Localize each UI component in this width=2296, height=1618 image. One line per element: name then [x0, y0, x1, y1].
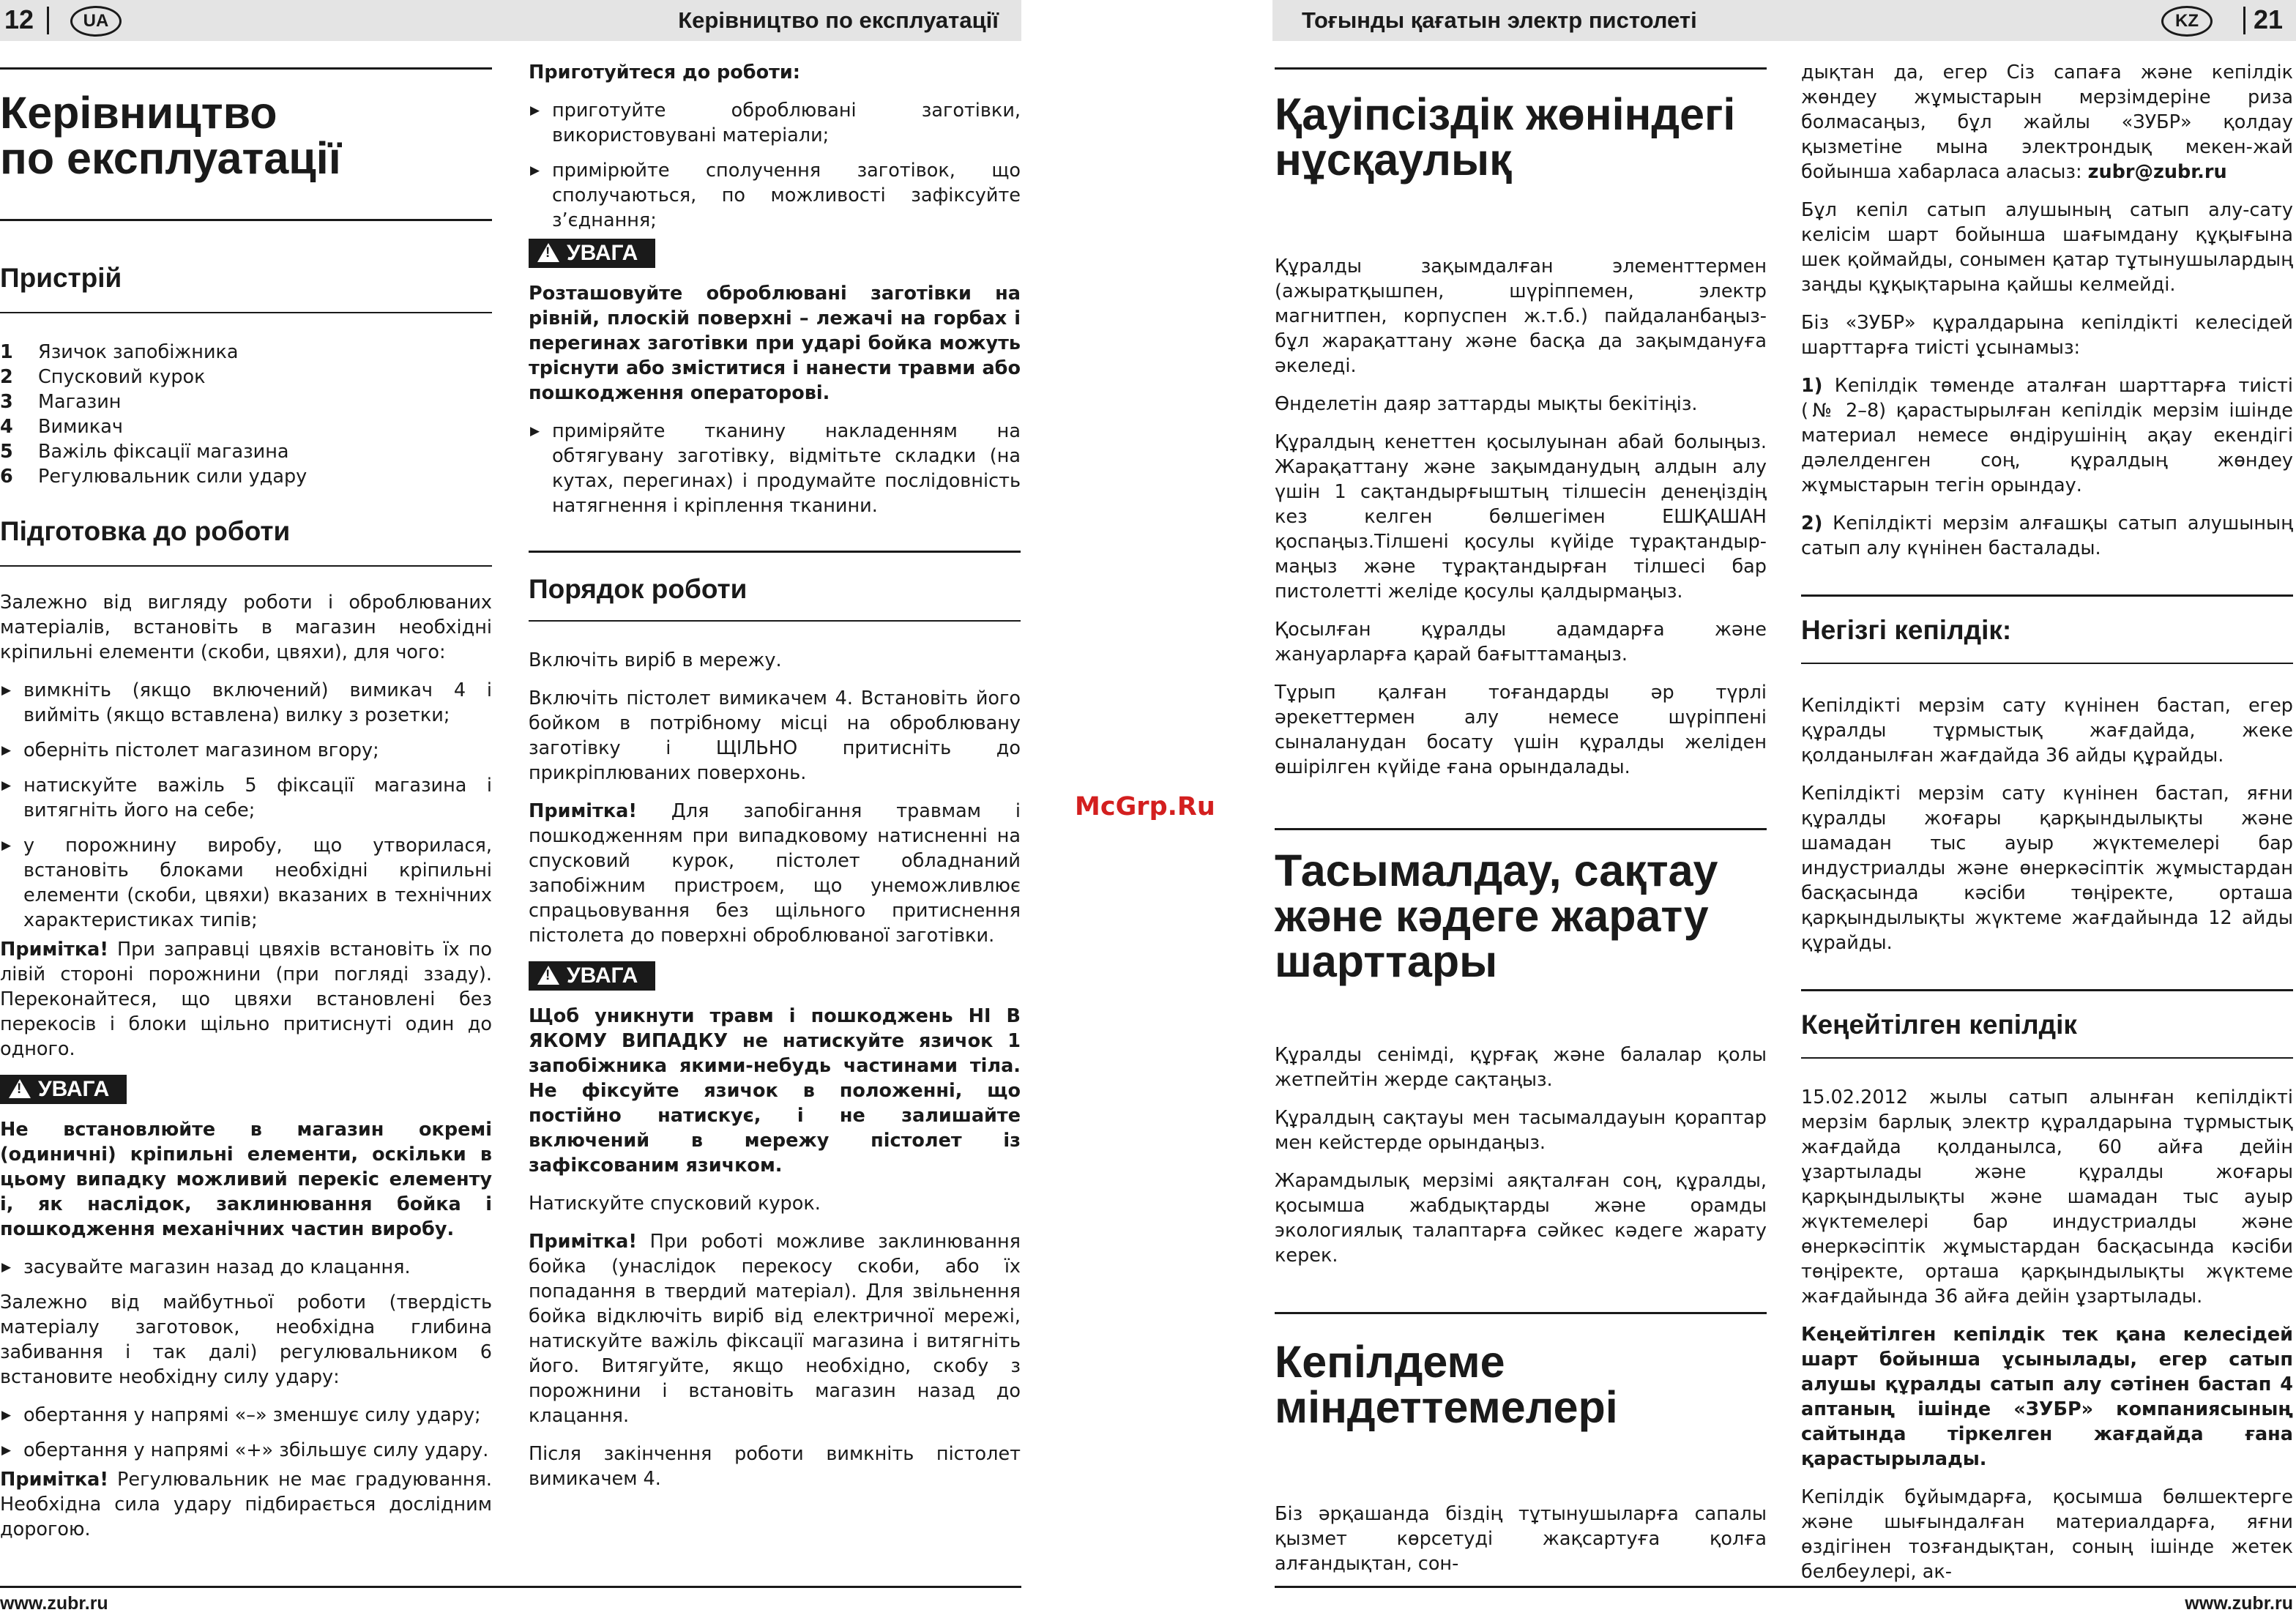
right-column-1: [1275, 67, 1767, 1589]
warning-text: Не встановлюйте в магазин окремі (одиничні) кріпильні елементи, оскільки в цьому випадку можливий перекіс елементу і, як наслідок, заклинювання бойка і пошкодження механічних частин виробу.: [0, 1119, 492, 1240]
prep-bullet: ▶ натискуйте важіль 5 фіксації магазина і витягніть його на себе;: [0, 773, 492, 823]
left-page-number: 12: [4, 4, 34, 34]
ready-bullet: ▶ приміряйте тканину накладенням на обтягувану заготівку, відмітьте складки (на кутах, перегинах) і продумайте послідовність натягнення і кріплення тканини.: [529, 419, 1021, 518]
warranty-paragraph: Кепілдікті мерзім сату күнінен бастап, яғни құралды жоғары қарқындылықты және шамадан тыс ауыр жүктемелері бар индустриалды және өнеркәсіптік жұмыстардан басқасында кәсіби төңіректе, орташа қарқындылықты жүктеме жағдайында 12 айды құрайды.: [1801, 783, 2293, 954]
prep-intro: Залежно від вигляду роботи і оброблюваних матеріалів, встановіть в магазин необхідні кріпильні елементи (скоби, цвяхи), для чого:: [0, 592, 492, 663]
warranty-paragraph: дықтан да, егер Сіз сапаға және кепілдік жөндеу жұмыстарын мерзімдеріне риза болмасаңыз, бұл жайлы «ЗУБР» қолдау қызметіне мына электрондық мекен-жай бойынша хабарласа аласыз: zubr@zubr.ru: [1801, 61, 2293, 183]
right-header-separator: [2243, 7, 2245, 34]
kz-language-badge: KZ: [2161, 6, 2213, 37]
watermark: McGrp.Ru: [1075, 792, 1215, 821]
prep-note: Примітка! При заправці цвяхів встановіть їх по лівій стороні порожнини (при погляді ззаду). Переконайтеся, що цвяхи встановлені без перекосів і блоки щільно притиснуті один до одного.: [0, 939, 493, 1060]
safety-paragraph: Өнделетін даяр заттарды мықты бекітіңіз.: [1275, 393, 1698, 415]
safety-paragraph: Құралды зақымдалған элементтермен (ажыратқышпен, шүріппемен, электр магнитпен, корпуспен ж.т.б.) пайдаланбаңыз-бұл жарақаттану және басқа да зақымдануға әкеледі.: [1275, 256, 1767, 377]
transport-paragraph: Құралдың сақтауы мен тасымалдауын қораптар мен кейстерде орындаңыз.: [1275, 1107, 1767, 1154]
safety-paragraph: Құралдың кенеттен қосылуынан абай болыңыз. Жарақаттану және зақымданудың алдын алу үшін 1 сақтандырғыштың тілшесін денеңіздің кез келген бөлшегімен ЕШҚАШАН қоспаңыз.Тілшені қосулы күйіде тұрақтандыр-маңыз және тұрақтандырған тілшесі бар пистолетті желіде қосулы қалдырмаңыз.: [1275, 431, 1767, 603]
force-note: Примітка! Регулювальник не має градуювання. Необхідна сила удару підбирається дослідним дорогою.: [0, 1469, 493, 1540]
work-step: Включіть виріб в мережу.: [529, 649, 782, 671]
safety-paragraph: Қосылған құралды адамдарға және жануарларға қарай бағыттамаңыз.: [1275, 619, 1767, 666]
left-footer-url[interactable]: www.zubr.ru: [0, 1593, 108, 1614]
ready-heading: Приготуйтеся до роботи:: [529, 61, 800, 83]
force-bullet: ▶ обертання у напрямі «–» зменшує силу удару;: [0, 1403, 492, 1428]
left-column-1: [0, 67, 492, 1555]
right-header-title: Тоғынды қағатын электр пистолеті: [1302, 7, 1697, 33]
warning-text: Щоб уникнути травм і пошкоджень НІ В ЯКОМУ ВИПАДКУ не натискуйте язичок 1 запобіжника якими-небудь частинами тіла. Не фіксуйте язичок в положенні, що постійно натискує, і не залишайте включений в мережу пістолет із зафіксованим язичком.: [529, 1005, 1021, 1177]
ready-bullet: ▶ примірюйте сполучення заготівок, що сполучаються, по можливості зафіксуйте з’єднання;: [529, 158, 1021, 233]
work-order-heading: Порядок роботи: [529, 574, 748, 604]
warranty-paragraph: Біз «ЗУБР» құралдарына кепілдікті келесідей шарттарға тиісті ұсынамыз:: [1801, 312, 2293, 359]
warning-text: Розташовуйте оброблювані заготівки на рівній, плоскій поверхні – лежачі на горбах і перегинах заготівки при ударі бойка можуть тріснути або зміститися і нанести травми або пошкодження операторові.: [529, 283, 1021, 404]
parts-list-item: 1 Язичок запобіжника: [0, 341, 239, 363]
transport-paragraph: Құралды сенімді, құрғақ және балалар қолы жетпейтін жерде сақтаңыз.: [1275, 1044, 1767, 1091]
warranty-paragraph: Кепілдік бұйымдарға, қосымша бөлшектерге және шығындалған материалдарға, яғни өздігінен тозғандықтан, соның ішінде жетек белбеулері, ак-: [1801, 1486, 2293, 1583]
warning-icon: [9, 1079, 31, 1098]
warranty-paragraph: 1) Кепілдік төменде аталған шарттарға тиісті (№ 2–8) қарастырылған кепілдік мерзім ішінде материал немесе өндірушінің ақау екендігі дәлелденген соң, құралдың жөндеу жұмыстарын тегін орындау.: [1801, 375, 2293, 496]
prep-bullet: ▶ вимкніть (якщо включений) вимикач 4 і вийміть (якщо вставлена) вилку з розетки;: [0, 678, 492, 728]
ua-language-badge: UA: [70, 6, 122, 37]
support-email[interactable]: zubr@zubr.ru: [2087, 161, 2227, 183]
work-note: Примітка! При роботі можливе заклинювання бойка (унаслідок перекосу скоби, або їх попадання в твердий матеріал). Для звільнення бойка відключіть виріб від електричної мережі, натискуйте важіль фіксації магазина і витягніть його. Витягуйте, якщо необхідно, скобу з порожнини і встановіть магазин назад до клацання.: [529, 1231, 1021, 1427]
parts-list-item: 4 Вимикач: [0, 416, 123, 438]
parts-list-item: 5 Важіль фіксації магазина: [0, 441, 289, 463]
prep-bullet: ▶ оберніть пістолет магазином вгору;: [0, 738, 492, 763]
col1-top-rule: [0, 67, 492, 70]
force-intro: Залежно від майбутньої роботи (твердість матеріалу заготовок, необхідна глибина забивання і так далі) регулювальником 6 встановите необхідну силу удару:: [0, 1291, 492, 1388]
parts-list: [0, 340, 492, 489]
warning-icon: [537, 243, 559, 262]
force-bullet: ▶ обертання у напрямі «+» збільшує силу удару.: [0, 1438, 492, 1463]
transport-title: Тасымалдау, сақтау және кәдеге жарату шарттары: [1275, 846, 1718, 986]
warning-icon: [537, 966, 559, 985]
basic-warranty-heading: Негізгі кепілдік:: [1801, 615, 2012, 645]
left-header-title: Керівництво по експлуатації: [678, 7, 999, 33]
warranty-title: Кепілдеме міндеттемелері: [1275, 1337, 1618, 1432]
work-note: Примітка! Для запобігання травмам і пошкодженням при випадковому натисненні на спусковий курок, пістолет обладнаний запобіжним пристроєм, що унеможливлює спрацьовування без щільного притиснення пістолета до поверхні оброблюваної заготівки.: [529, 800, 1021, 947]
manual-title: Керівництво по експлуатації: [0, 88, 341, 183]
transport-paragraph: Жарамдылық мерзімі аяқталған соң, құралды, қосымша жабдықтарды және орамды экологиялық талаптарға сәйкес кәдеге жарату керек.: [1275, 1170, 1767, 1267]
right-footer-url[interactable]: www.zubr.ru: [2185, 1593, 2293, 1614]
warranty-paragraph: Кепілдікті мерзім сату күнінен бастап, егер құралды тұрмыстық жағдайда, жеке қолданылған жағдайда 36 айды құрайды.: [1801, 695, 2293, 767]
right-footer-rule: [1275, 1586, 2296, 1588]
warranty-paragraph: Кеңейтілген кепілдік тек қана келесідей шарт бойынша ұсынылады, егер сатып алушы құралды сатып алу сәтінен бастап 4 аптаның ішінде «ЗУБР» компаниясының сайтында тіркелген жағдайда ғана қарастырылады.: [1801, 1324, 2293, 1470]
safety-title: Қауіпсіздік жөніндегі нұсқаулық: [1275, 89, 1736, 184]
device-heading: Пристрій: [0, 263, 122, 293]
warning-badge: !УВАГА: [529, 239, 655, 268]
warranty-paragraph: 2) Кепілдікті мерзім алғашқы сатып алушының сатып алу күнінен басталады.: [1801, 512, 2293, 559]
safety-paragraph: Тұрып қалған тоғандарды әр түрлі әрекеттермен алу немесе шүріппені сыналанудан босату үшін құралды желіден өшірілген күйіде ғана орындалады.: [1275, 682, 1767, 778]
warranty-paragraph: Бұл кепіл сатып алушының сатып алу-сату келісім шарт бойынша шағымдану құқығына шек қоймайды, сонымен қатар тұтынушылардың заңды құқықтарына қайшы келмейді.: [1801, 199, 2293, 296]
work-step: Після закінчення роботи вимкніть пістолет вимикачем 4.: [529, 1443, 1021, 1490]
warranty-paragraph: Біз әрқашанда біздің тұтынушыларға сапалы қызмет көрсетуді жақсартуға қолға алғандықтан, сон-: [1275, 1503, 1767, 1575]
left-header-separator: [47, 7, 49, 34]
work-step: Натискуйте спусковий курок.: [529, 1193, 821, 1215]
warning-badge: !УВАГА: [529, 961, 655, 991]
right-page-number: 21: [2254, 4, 2284, 34]
right-column-2: [1801, 60, 2293, 1598]
extended-warranty-heading: Кеңейтілген кепілдік: [1801, 1010, 2077, 1040]
parts-list-item: 6 Регулювальник сили удару: [0, 466, 308, 488]
warranty-paragraph: 15.02.2012 жылы сатып алынған кепілдікті мерзім барлық электр құралдарына тұрмыстық жағдайда қолданылса, 60 айға дейін ұзартылады және құралды жоғары қарқындылықты және шамадан тыс ауыр жүктемелері бар индустриалды және өнеркәсіптік жұмыстардан басқасында кәсіби төңіректе, орташа қарқындылықты жүктеме жағдайында 36 айға дейін ұзартылады.: [1801, 1086, 2293, 1308]
preparation-heading: Підготовка до роботи: [0, 516, 291, 546]
ready-bullet: ▶ приготуйте оброблювані заготівки, використовувані матеріали;: [529, 98, 1021, 148]
left-column-2: [529, 60, 1021, 1505]
prep-bullet: ▶ засувайте магазин назад до клацання.: [0, 1255, 492, 1280]
prep-bullet: ▶ у порожнину виробу, що утворилася, встановіть блоками необхідні кріпильні елементи (скоби, цвяхи) вказаних в технічних характеристиках типів;: [0, 833, 492, 933]
parts-list-item: 2 Спусковий курок: [0, 366, 206, 388]
warning-badge: !УВАГА: [0, 1075, 127, 1104]
parts-list-item: 3 Магазин: [0, 391, 122, 413]
left-footer-rule: [0, 1586, 1021, 1588]
work-step: Включіть пістолет вимикачем 4. Встановіть його бойком в потрібному місці на оброблювану заготівку і ЩІЛЬНО притисніть до прикріплюваних поверхонь.: [529, 687, 1021, 784]
